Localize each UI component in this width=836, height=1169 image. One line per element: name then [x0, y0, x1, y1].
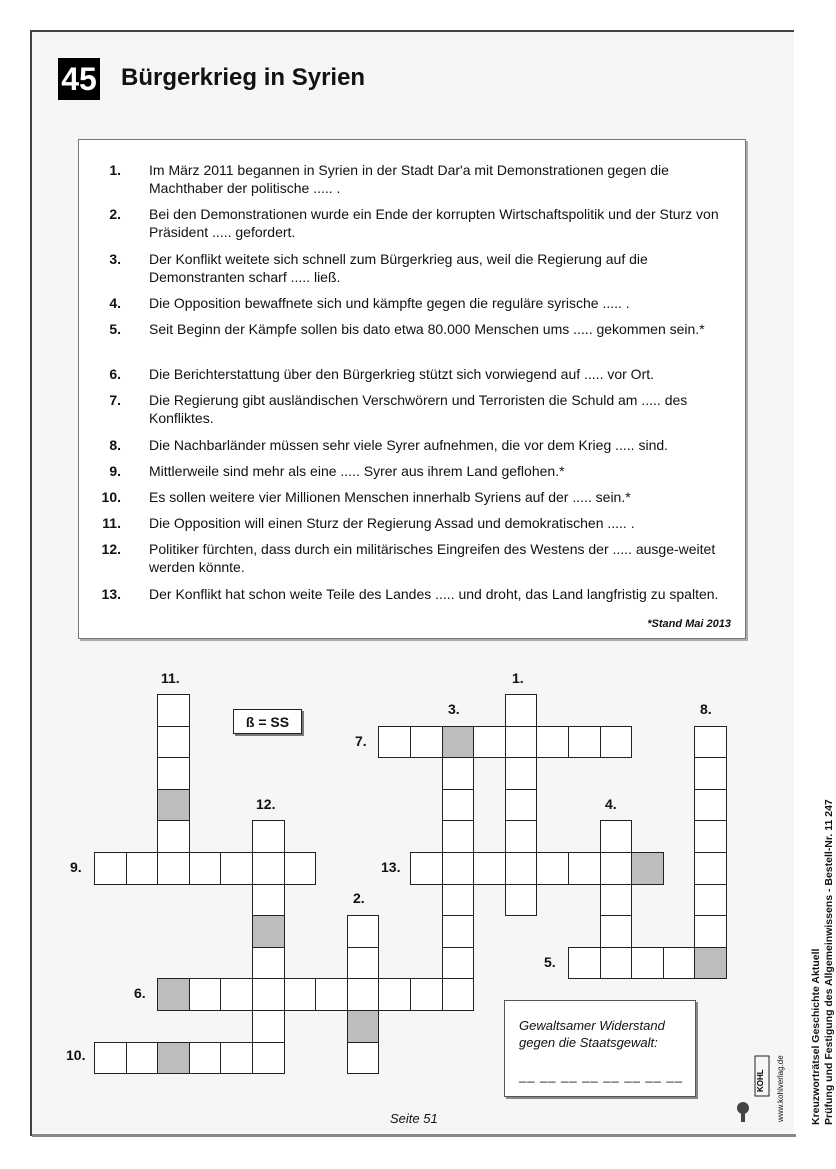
grid-label-12: 12. — [256, 796, 276, 812]
grid-label-6: 6. — [134, 985, 146, 1001]
clue-list-box: 1. Im März 2011 begannen in Syrien in der Stadt Dar'a mit Demonstrationen gegen die Machthaber der politische ..... . 2. Bei den Demonstrationen wurde ein Ende der korrupten Wirtschaftspolitik und der Sturz von Präsident ..... gefordert. 3. Der Konflikt weitete sich schnell zum Bürgerkrieg aus, weil die Regierung auf die Demonstranten scharf ..... ließ. 4. Die Opposition bewaffnete sich und kämpfte gegen die reguläre syrische ..... . 5. Seit Beginn der Kämpfe sollen bis dato etwa 80.000 Menschen ums ..... gekommen sein.* 6. Die Berichterstattung über den Bürgerkrieg stützt sich vorwiegend auf ..... vor Ort. 7. Die Regierung gibt ausländischen Verschwörern und Terroristen die Schuld am ..... des Konfliktes. 8. Die Nachbarländer müssen sehr viele Syrer aufnehmen, die vor dem Krieg ..... sind. 9. Mittlerweile sind mehr als eine ..... Syrer aus ihrem Land geflohen.* 10. Es sollen weitere vier Millionen Menschen innerhalb Syriens auf der ..... sein.* 11. Die Opposition will einen Sturz der Regierung Assad und demokratischen ..... . 12. Politiker fürchten, dass durch ein militärisches Eingreifen des Westens der ..... ausge-weitet werden könnte. 13. Der Konflikt hat schon weite Teile des Landes ..... und droht, das Land langfristig zu spalten. *Stand Mai 2013 — [78, 139, 746, 639]
solution-blanks[interactable]: __ __ __ __ __ __ __ __ — [519, 1068, 683, 1083]
crossword-cell-solution[interactable] — [631, 852, 664, 885]
grid-label-1: 1. — [512, 670, 524, 686]
crossword-cell[interactable] — [252, 1010, 285, 1043]
crossword-cell-solution[interactable] — [252, 915, 285, 948]
crossword-cell[interactable] — [347, 947, 380, 980]
crossword-cell-solution[interactable] — [347, 1010, 380, 1043]
crossword-cell[interactable] — [442, 915, 475, 948]
stand-note: *Stand Mai 2013 — [647, 618, 731, 630]
crossword-cell[interactable] — [600, 884, 633, 917]
crossword-cell[interactable] — [442, 947, 475, 980]
publisher-url: www.kohlverlag.de — [776, 1055, 785, 1122]
crossword-cell-solution[interactable] — [157, 1042, 190, 1075]
publisher-name: KOHL — [756, 1069, 765, 1092]
worksheet-number-badge: 45 — [58, 58, 100, 100]
crossword-cell[interactable] — [315, 978, 348, 1011]
crossword-cell[interactable] — [694, 726, 727, 759]
crossword-cell-solution[interactable] — [442, 726, 475, 759]
crossword-cell[interactable] — [220, 852, 253, 885]
crossword-cell[interactable] — [378, 726, 411, 759]
crossword-cell[interactable] — [378, 978, 411, 1011]
crossword-cell[interactable] — [568, 947, 601, 980]
crossword-cell[interactable] — [663, 947, 696, 980]
crossword-cell[interactable] — [220, 978, 253, 1011]
crossword-cell[interactable] — [189, 1042, 222, 1075]
grid-label-10: 10. — [66, 1047, 86, 1063]
grid-label-13: 13. — [381, 859, 401, 875]
crossword-cell[interactable] — [410, 852, 443, 885]
crossword-cell[interactable] — [442, 789, 475, 822]
crossword-cell[interactable] — [189, 978, 222, 1011]
crossword-cell[interactable] — [473, 726, 506, 759]
crossword-cell[interactable] — [568, 726, 601, 759]
page-number: Seite 51 — [390, 1111, 438, 1126]
crossword-cell[interactable] — [252, 947, 285, 980]
crossword-cell-solution[interactable] — [157, 789, 190, 822]
crossword-cell[interactable] — [505, 884, 538, 917]
crossword-cell[interactable] — [252, 884, 285, 917]
crossword-cell[interactable] — [694, 915, 727, 948]
crossword-cell[interactable] — [536, 726, 569, 759]
crossword-cell[interactable] — [694, 884, 727, 917]
crossword-cell[interactable] — [600, 852, 633, 885]
grid-label-9: 9. — [70, 859, 82, 875]
ss-hint-box: ß = SS — [233, 709, 302, 734]
crossword-cell[interactable] — [410, 726, 443, 759]
crossword-cell[interactable] — [505, 820, 538, 853]
crossword-cell[interactable] — [347, 978, 380, 1011]
grid-label-7: 7. — [355, 733, 367, 749]
crossword-cell[interactable] — [442, 978, 475, 1011]
crossword-cell[interactable] — [505, 694, 538, 727]
series-info — [810, 735, 836, 1125]
grid-label-4: 4. — [605, 796, 617, 812]
crossword-cell[interactable] — [157, 852, 190, 885]
crossword-cell[interactable] — [94, 852, 127, 885]
crossword-cell[interactable] — [473, 852, 506, 885]
crossword-cell[interactable] — [600, 947, 633, 980]
crossword-cell[interactable] — [505, 757, 538, 790]
crossword-cell[interactable] — [505, 726, 538, 759]
crossword-cell[interactable] — [536, 852, 569, 885]
crossword-cell[interactable] — [189, 852, 222, 885]
page-shadow — [32, 1134, 796, 1137]
crossword-cell[interactable] — [600, 726, 633, 759]
grid-label-2: 2. — [353, 890, 365, 906]
crossword-cell[interactable] — [442, 820, 475, 853]
crossword-cell[interactable] — [157, 757, 190, 790]
grid-label-3: 3. — [448, 701, 460, 717]
crossword-cell[interactable] — [442, 852, 475, 885]
crossword-cell[interactable] — [157, 820, 190, 853]
crossword-cell[interactable] — [442, 884, 475, 917]
crossword-cell[interactable] — [694, 789, 727, 822]
crossword-cell[interactable] — [252, 852, 285, 885]
crossword-cell[interactable] — [126, 1042, 159, 1075]
solution-prompt: Gewaltsamer Widerstand gegen die Staatsgewalt: — [519, 1018, 665, 1050]
crossword-cell[interactable] — [157, 694, 190, 727]
crossword-cell[interactable] — [694, 820, 727, 853]
crossword-cell-solution[interactable] — [157, 978, 190, 1011]
crossword-cell[interactable] — [600, 915, 633, 948]
crossword-cell[interactable] — [347, 915, 380, 948]
crossword-cell[interactable] — [220, 1042, 253, 1075]
crossword-cell[interactable] — [694, 757, 727, 790]
crossword-cell[interactable] — [284, 852, 317, 885]
crossword-cell[interactable] — [442, 757, 475, 790]
page-title: Bürgerkrieg in Syrien — [121, 64, 366, 91]
crossword-cell[interactable] — [505, 789, 538, 822]
crossword-cell[interactable] — [694, 852, 727, 885]
publisher-logo — [733, 1056, 773, 1124]
crossword-cell[interactable] — [157, 726, 190, 759]
crossword-cell[interactable] — [505, 852, 538, 885]
crossword-cell[interactable] — [252, 820, 285, 853]
crossword-cell[interactable] — [631, 947, 664, 980]
grid-label-8: 8. — [700, 701, 712, 717]
solution-box — [504, 1000, 696, 1097]
crossword-cell[interactable] — [600, 820, 633, 853]
crossword-cell[interactable] — [252, 1042, 285, 1075]
crossword-cell[interactable] — [568, 852, 601, 885]
crossword-cell[interactable] — [410, 978, 443, 1011]
crossword-cell[interactable] — [126, 852, 159, 885]
crossword-cell[interactable] — [347, 1042, 380, 1075]
crossword-cell-solution[interactable] — [694, 947, 727, 980]
crossword-cell[interactable] — [94, 1042, 127, 1075]
grid-label-11: 11. — [161, 670, 180, 686]
series-subtitle: Prüfung und Festigung des Allgemeinwissens - Bestell-Nr. 11 247 — [823, 799, 835, 1125]
series-title: Kreuzworträtsel Geschichte Aktuell — [810, 948, 822, 1125]
crossword-cell[interactable] — [284, 978, 317, 1011]
grid-label-5: 5. — [544, 954, 556, 970]
crossword-cell[interactable] — [252, 978, 285, 1011]
